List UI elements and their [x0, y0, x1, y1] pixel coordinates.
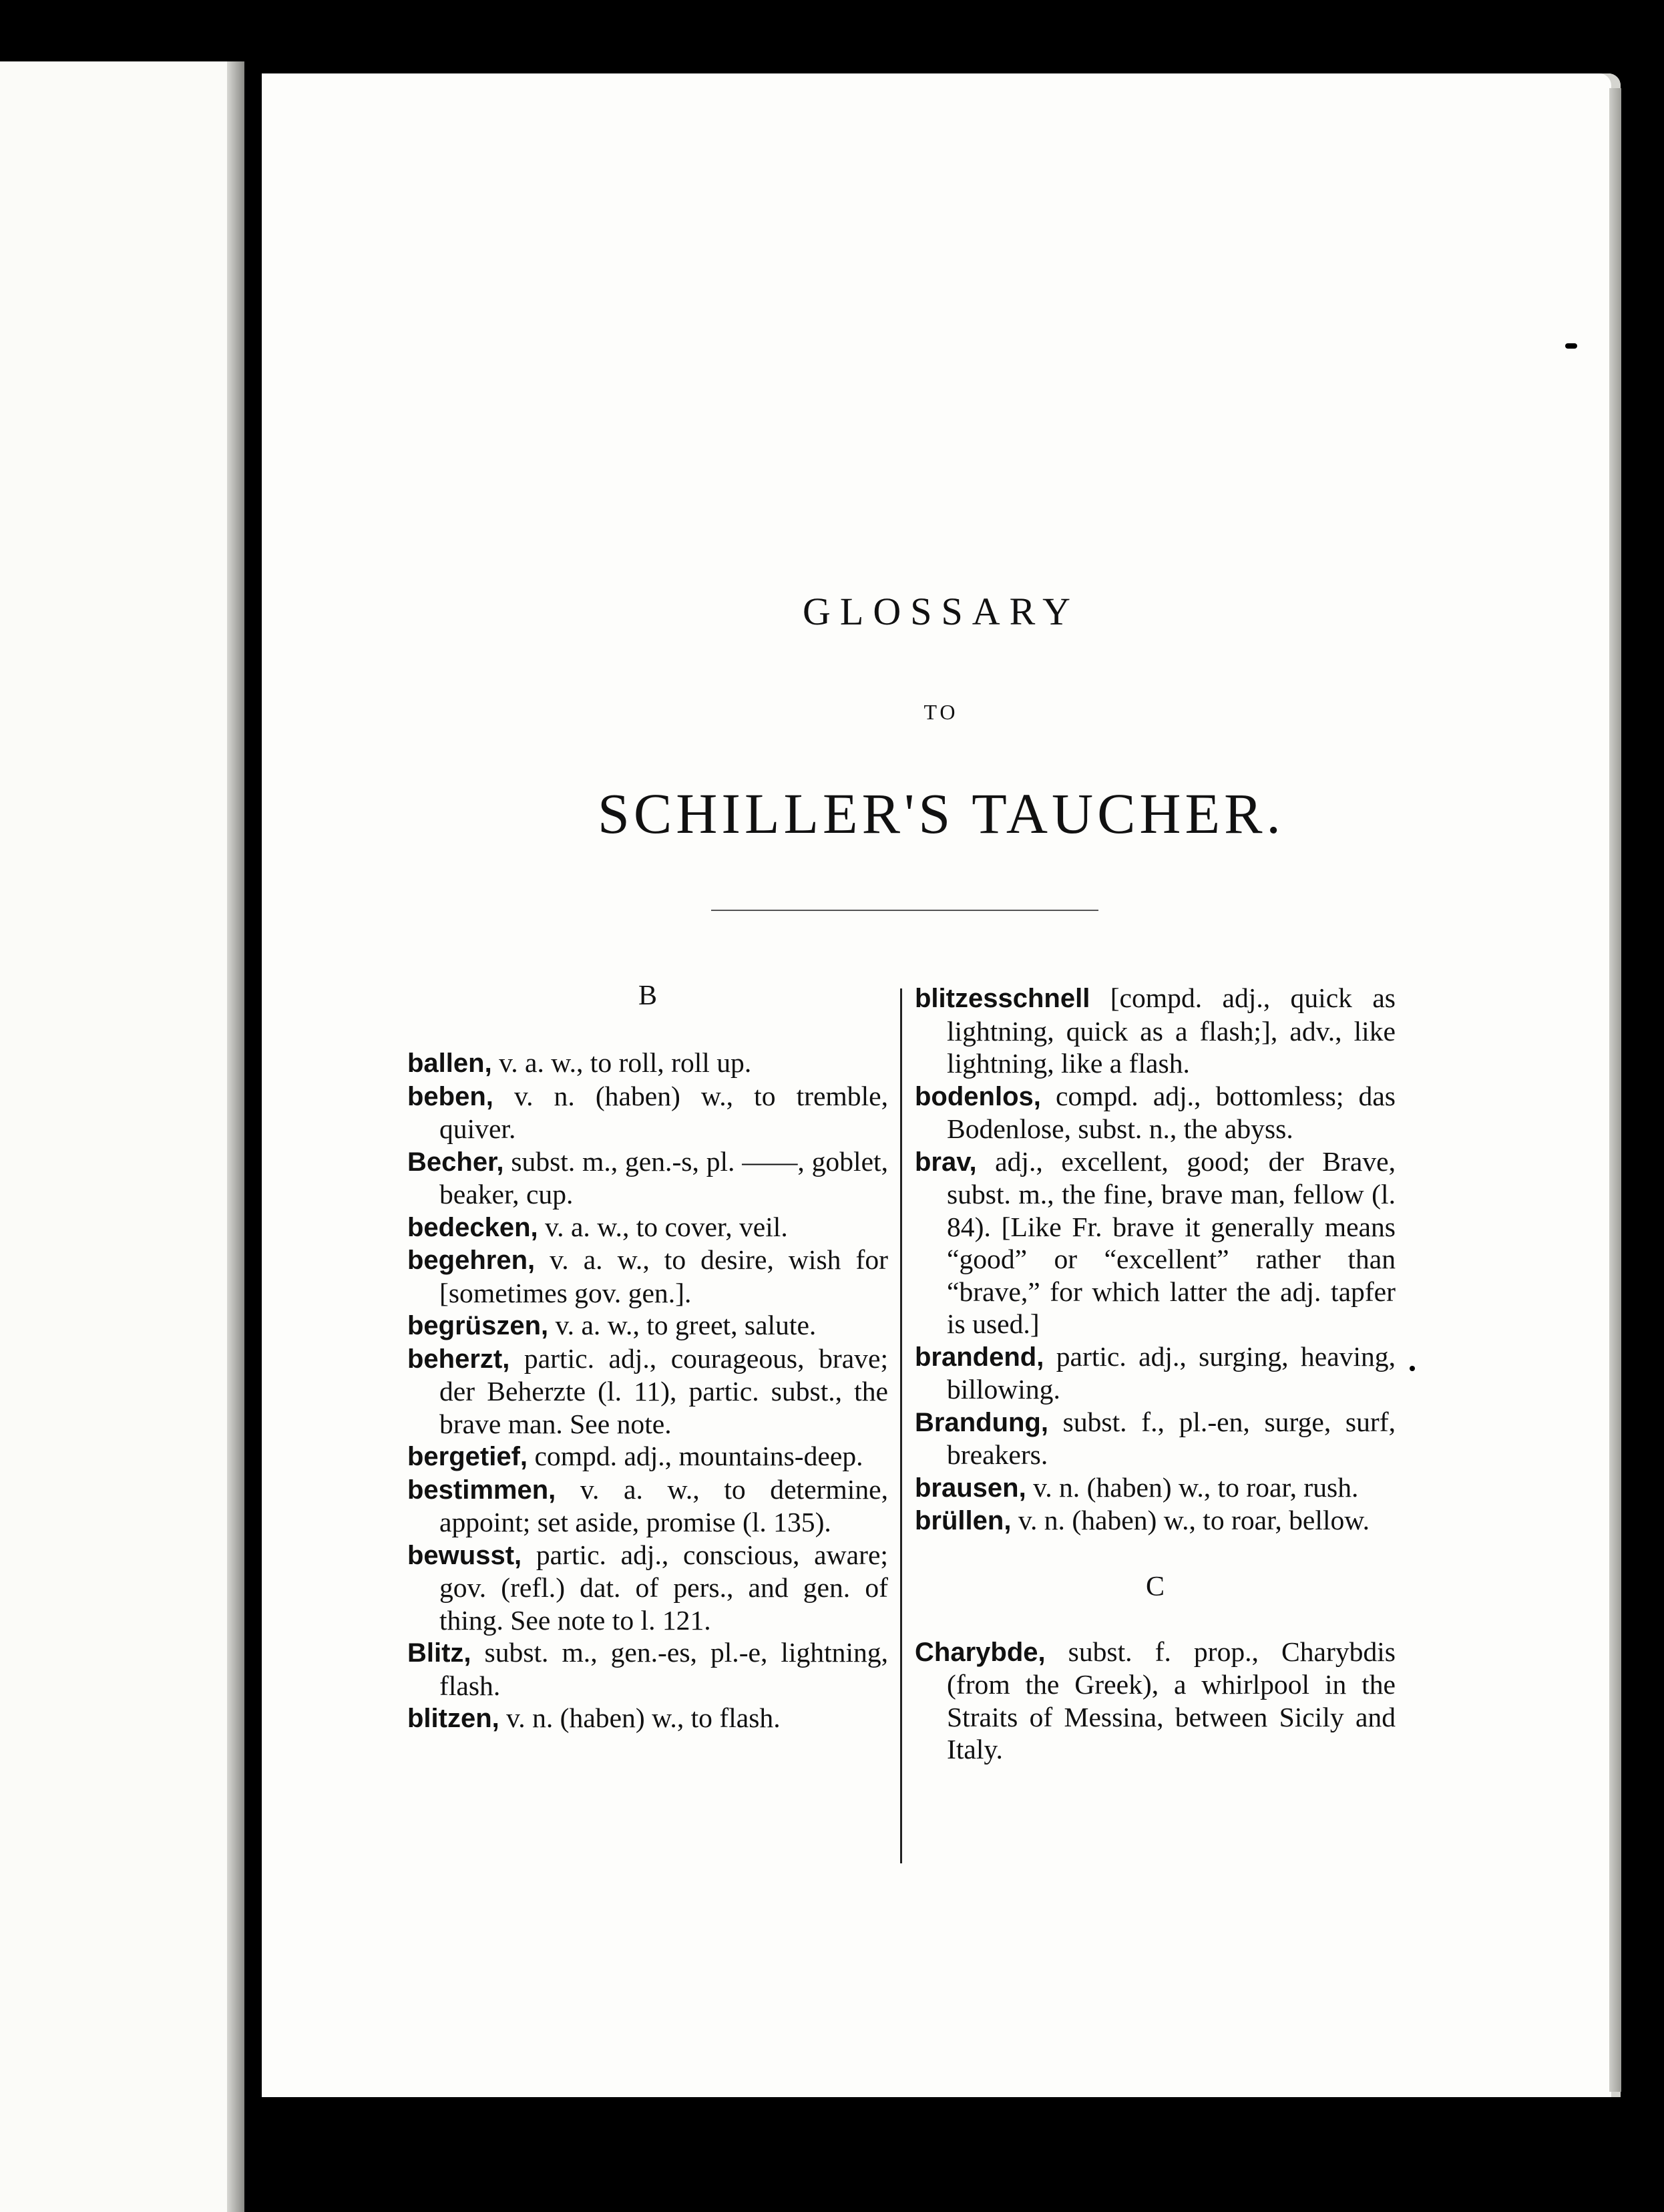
- glossary-entry: [407, 1244, 888, 1309]
- entry-definition: v. a. w., to desire, wish for [sometimes gov. gen.].: [439, 1244, 888, 1308]
- column-divider: [900, 988, 902, 1863]
- page-title: SCHILLER'S TAUCHER.: [598, 781, 1285, 846]
- entry-definition: [compd. adj., quick as lightning, quick as a flash;], adv., like lightning, like a flash.: [947, 982, 1396, 1079]
- glossary-entry: [407, 1211, 888, 1244]
- glossary-entry: [407, 1539, 888, 1637]
- entry-definition: subst. f., pl.-en, surge, surf, breakers.: [947, 1406, 1396, 1470]
- entry-headword: Charybde,: [915, 1637, 1046, 1667]
- entry-definition: v. a. w., to greet, salute.: [548, 1310, 817, 1340]
- entry-definition: v. n. (haben) w., to flash.: [499, 1702, 781, 1733]
- to-heading: TO: [923, 700, 959, 724]
- glossary-entry: [915, 1471, 1396, 1505]
- entry-headword: ballen,: [407, 1049, 492, 1078]
- entry-headword: begrüszen,: [407, 1311, 549, 1340]
- entry-headword: bergetief,: [407, 1442, 528, 1471]
- right-column: [915, 982, 1396, 1766]
- entry-definition: compd. adj., mountains-deep.: [528, 1441, 863, 1471]
- glossary-entry: [407, 1145, 888, 1211]
- glossary-heading: GLOSSARY: [803, 590, 1080, 633]
- facing-page: [0, 61, 235, 2212]
- glossary-entry: [915, 1080, 1396, 1145]
- glossary-entry: [407, 1636, 888, 1702]
- glossary-entry: [407, 1702, 888, 1735]
- glossary-entry: [407, 1440, 888, 1473]
- glossary-entry: [915, 982, 1396, 1080]
- entry-headword: Brandung,: [915, 1407, 1048, 1437]
- page-gutter: [227, 61, 244, 2212]
- glossary-entry: [407, 1473, 888, 1539]
- glossary-entry: [915, 1406, 1396, 1471]
- entry-headword: bestimmen,: [407, 1475, 556, 1505]
- entry-headword: brüllen,: [915, 1506, 1012, 1535]
- entry-headword: brausen,: [915, 1473, 1026, 1503]
- section-letter: B: [638, 980, 657, 1011]
- entry-definition: v. n. (haben) w., to tremble, quiver.: [439, 1080, 888, 1144]
- entry-definition: subst. m., gen.-es, pl.-e, lightning, flash.: [439, 1637, 888, 1701]
- section-letter: C: [1145, 1571, 1165, 1602]
- entry-headword: blitzen,: [407, 1704, 499, 1733]
- entry-list: [915, 982, 1396, 1537]
- entry-headword: beherzt,: [407, 1344, 510, 1374]
- glossary-entry: [915, 1636, 1396, 1766]
- title-rule: [711, 910, 1098, 911]
- book-spine: [244, 0, 262, 2212]
- glossary-entry: [407, 1342, 888, 1441]
- entry-definition: subst. f. prop., Charybdis (from the Greek), a whirlpool in the Straits of Messina, between Sicily and Italy.: [947, 1636, 1396, 1765]
- glossary-entry: [915, 1340, 1396, 1406]
- entry-headword: blitzesschnell: [915, 984, 1090, 1013]
- entry-definition: adj., excellent, good; der Brave, subst. m., the fine, brave man, fellow (l. 84). [Like Fr. brave it generally means “good” or “excellent” rather than “brave,” for which latter the adj. tapfer is used.]: [947, 1145, 1396, 1339]
- entry-definition: partic. adj., conscious, aware; gov. (refl.) dat. of pers., and gen. of thing. See note to l. 121.: [439, 1539, 888, 1636]
- entry-definition: subst. m., gen.-s, pl. ——, goblet, beaker, cup.: [439, 1145, 888, 1210]
- entry-definition: v. n. (haben) w., to roar, rush.: [1026, 1471, 1359, 1503]
- entry-headword: Becher,: [407, 1147, 504, 1177]
- entry-headword: begehren,: [407, 1246, 536, 1275]
- entry-headword: bedecken,: [407, 1212, 538, 1242]
- entry-definition: partic. adj., surging, heaving, billowing.: [947, 1340, 1396, 1405]
- ink-speck: [1410, 1366, 1415, 1371]
- glossary-entry: [915, 1504, 1396, 1537]
- entry-headword: beben,: [407, 1081, 493, 1111]
- entry-definition: v. n. (haben) w., to roar, bellow.: [1011, 1505, 1370, 1535]
- entry-definition: partic. adj., courageous, brave; der Beherzte (l. 11), partic. subst., the brave man. See note.: [439, 1342, 888, 1439]
- ink-speck: [1565, 343, 1577, 349]
- entry-headword: Blitz,: [407, 1638, 471, 1668]
- entry-headword: bewusst,: [407, 1540, 522, 1570]
- entry-headword: bodenlos,: [915, 1081, 1041, 1111]
- entry-definition: compd. adj., bottomless; das Bodenlose, subst. n., the abyss.: [947, 1080, 1396, 1144]
- entry-list: [407, 1047, 888, 1735]
- entry-list: [915, 1636, 1396, 1766]
- glossary-entry: [407, 1309, 888, 1342]
- page-edge: [1609, 88, 1621, 2092]
- entry-definition: v. a. w., to roll, roll up.: [491, 1047, 752, 1078]
- glossary-entry: [915, 1145, 1396, 1340]
- entry-definition: v. a. w., to cover, veil.: [538, 1211, 788, 1242]
- glossary-entry: [407, 1047, 888, 1080]
- glossary-entry: [407, 1080, 888, 1145]
- left-column: [407, 982, 888, 1735]
- entry-headword: brav,: [915, 1147, 977, 1177]
- entry-headword: brandend,: [915, 1342, 1044, 1372]
- entry-definition: v. a. w., to determine, appoint; set aside, promise (l. 135).: [439, 1473, 888, 1537]
